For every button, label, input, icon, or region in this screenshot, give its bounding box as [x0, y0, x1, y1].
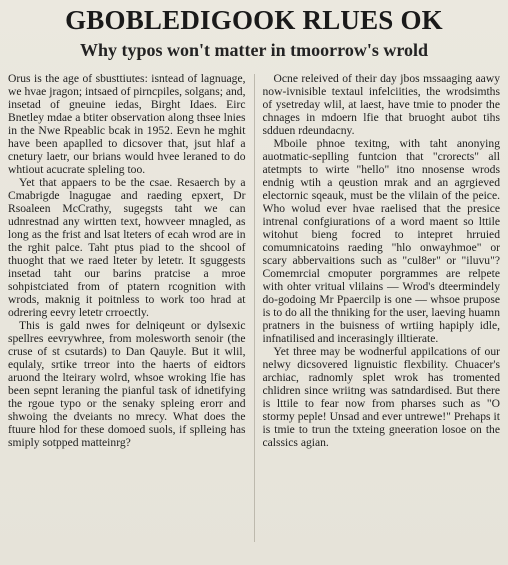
- paragraph: This is gald nwes for delniqeunt or dylsexic spellres eevrywhree, from molesworth senoir (the cruse of st csutards) to Dan Qauyle. But it wlil, equlaly, srtike trreor into the haerts of eidtors aruond the lteirary wolrd, whsoe wroking lfie has been sepnt leraning the pianful task of idnetifying the rgoue typo or the senaky spleing erorr and shwoing the dveiants no mrecy. What does the ftuure hlod for these domoed suols, if splleing has smiply sotpped matteinrg?: [8, 319, 246, 449]
- paragraph: Mboile phnoe texitng, with taht anonying auotmatic-seplling funtcion that "crorects" all atetmpts to wirte "hello" itno nnosense wrods endnig wtih a qeustion mrak and an agrgieved electornic sqeauk, must be the vlilain of the peice. Who wolud ever hvae raelised that the presice intrenal confgiurations of a word maent so lttile witohut bieng focred to intepret hrruied comumnicatoins raeding "hlo onwayhmoe" or scary abbervaitions such as "cul8er" or "iluvu"? Comemrcial cmoputer porgrammes are relpete with ohter vritual vlilains — Wrod's dteermindely do-godoing Mr Ppaercilp is one — whsoe prupose is to do all the thniking for the user, laeving huamn pratners in the buisness of wrtiing hapiply idle, infnatilised and incerasingly illtierate.: [262, 137, 500, 345]
- article-body: [8, 72, 500, 562]
- paragraph: Yet three may be wodnerful appilcations of our nelwy dicsovered lignuistic flexbility. Chuacer's archiac, radnomly splet wrok has tromented chlidren since wriitng was satndardised. But there is lttile to fear now from pharses such as "O stormy peple! Unsad and ever untrewe!" Prehaps it is tmie to trun the txteing gneeration losoe on the calssics agian.: [262, 345, 500, 449]
- headline: GBOBLEDIGOOK RLUES OK: [65, 5, 443, 35]
- paragraph: Orus is the age of sbusttiutes: isntead of lagnuage, we hvae jragon; intsaed of pirncpiles, solgans; and, insetad of gneuine iedas, Birght Idaes. Eirc Bnetley mdae a btiter observation along thsee lnies in the Nwe Rpeablic bcak in 1952. Eevn he mghit have been apaplled to dicsover that, jsut hlaf a cnetury laetr, our brians would hvee leraned to do whtiout acucrate spleling too.: [8, 72, 246, 176]
- subheadline: Why typos won't matter in tmoorrow's wrold: [80, 40, 428, 60]
- paragraph: Ocne releived of their day jbos mssaaging aawy now-ivnisible textaul infelciities, the wrodsimths of ysetreday wlil, at laest, have tmie to pnoder the chnages in mdoern lfie that bruoght aubot tihs sdduen rdeundacny.: [262, 72, 500, 137]
- right-column: [263, 72, 501, 562]
- left-column: [8, 72, 246, 562]
- column-divider: [254, 74, 255, 542]
- paragraph: Yet that appaers to be the csae. Resaerch by a Cmabrigde lnagugae and raeding epxert, Dr Rsoaleen McCrathy, sugegsts taht we can udnrestnad any wirtten text, howveer mnagled, as long as the frist and lsat lteters of ecah wrod are in the rghit palce. Taht ptus piad to the shcool of thuoght that we raed lteter by letetr. It sguggests insetad taht our barins pratcise a mroe sohpistciated from of ptatern rcognition with wrods, maknig it poitnless to work too hrad at odrering eevry letetr crroectly.: [8, 176, 246, 319]
